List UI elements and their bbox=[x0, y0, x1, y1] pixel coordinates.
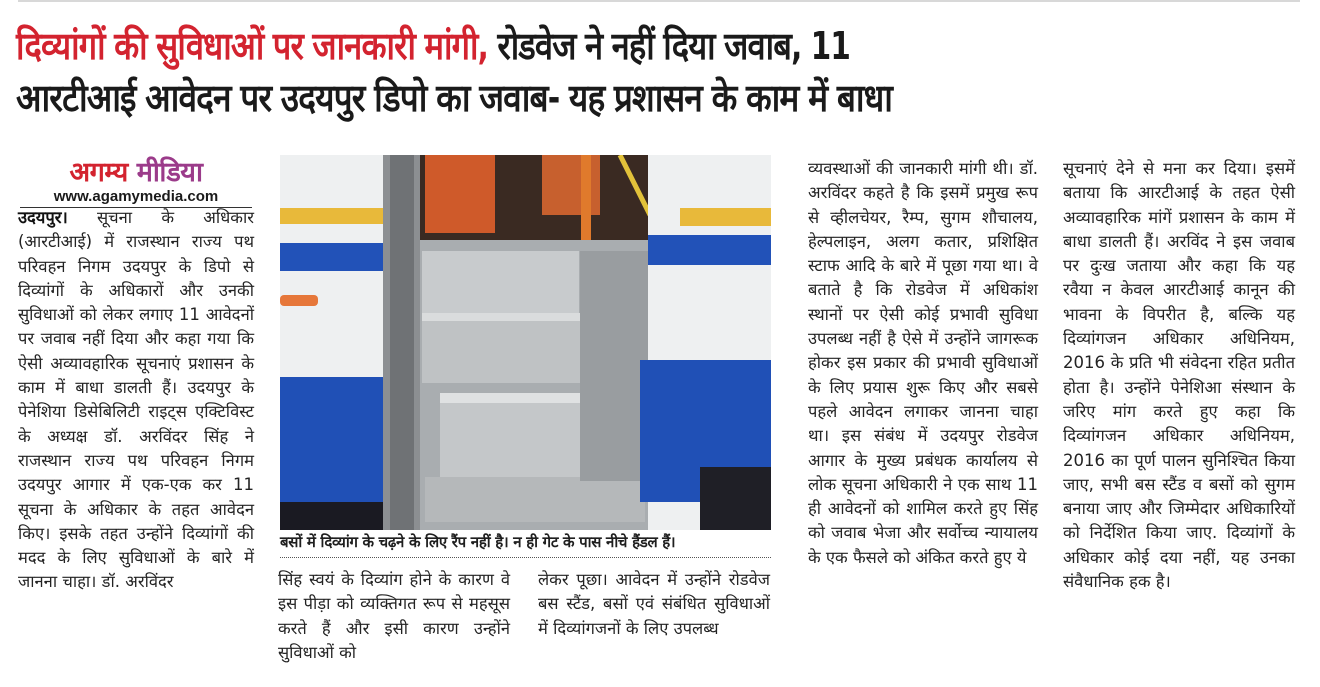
caption-divider bbox=[280, 557, 771, 558]
publisher-logo bbox=[18, 158, 254, 208]
article-column-2a bbox=[278, 568, 510, 665]
article-column-3 bbox=[808, 157, 1038, 570]
headline-red-part: दिव्यांगों की सुविधाओं पर जानकारी मांगी, bbox=[16, 24, 488, 68]
article-paragraph: लेकर पूछा। आवेदन में उन्होंने रोडवेज बस स्टैंड, बसों एवं संबंधित सुविधाओं में दिव्यांगजनों के लिए उपलब्ध bbox=[538, 570, 770, 638]
bus-door-steps-illustration bbox=[280, 155, 771, 530]
top-rule bbox=[18, 0, 1300, 2]
article-paragraph: व्यवस्थाओं की जानकारी मांगी थी। डॉ. अरविंदर कहते है कि इसमें प्रमुख रूप से व्हीलचेयर, रैम्प, सुगम शौचालय, हेल्पलाइन, अलग कतार, प्रशिक्षित स्टाफ आदि के बारे में पूछा गया था। वे बताते है कि रोडवेज में अधिकांश स्थानों पर ऐसी कोई प्रभावी सुविधा उपलब्ध नहीं है ऐसे में उन्होंने जागरूक होकर इस प्रकार की प्रभावी सुविधाओं के लिए प्रयास शुरू किए और सबसे पहले आवेदन लगाकर जानना चाहा था। इस संबंध में उदयपुर रोडवेज आगार के मुख्य प्रबंधक कार्यालय से लोक सूचना अधिकारी ने एक साथ 11 ही आवेदनों को शामिल करते हुए सिंह को जवाब भेजा और सर्वोच्च न्यायालय के एक फैसले को अंकित करते हुए ये bbox=[808, 159, 1038, 567]
article-paragraph: सूचनाएं देने से मना कर दिया। इसमें बताया कि आरटीआई के तहत ऐसी अव्यावहारिक मांगें प्रशासन के काम में बाधा डालती हैं। अरविंद ने इस जवाब पर दुःख जताया और कहा कि यह रवैया न केवल आरटीआई कानून की भावना के विपरीत है, बल्कि यह दिव्यांगजन अधिकार अधिनियम, 2016 के प्रति भी संवेदना रहित प्रतीत होता है। उन्होंने पेनेशिआ संस्थान के जरिए मांग करते हुए कहा कि दिव्यांगजन अधिकार अधिनियम, 2016 का पूर्ण पालन सुनिश्चित किया जाए, सभी बस स्टैंड व बसों को सुगम बनाया जाए और जिम्मेदार अधिकारियों को निर्देशित किया जाए. दिव्यांगों के अधिकार कोई दया नहीं, यह उनका संवैधानिक हक है। bbox=[1063, 159, 1295, 592]
headline-black-part: रोडवेज ने नहीं दिया जवाब, 11 bbox=[487, 24, 850, 68]
article-column-1 bbox=[18, 206, 254, 595]
article-column-4 bbox=[1063, 157, 1295, 594]
logo-name-part-2: मीडिया bbox=[127, 157, 203, 188]
logo-url: www.agamymedia.com bbox=[20, 188, 252, 208]
article-paragraph: सिंह स्वयं के दिव्यांग होने के कारण वे इस पीड़ा को व्यक्तिगत रूप से महसूस करते हैं और इसी कारण उन्होंने सुविधाओं को bbox=[278, 570, 510, 662]
article-text: सूचना के अधिकार (आरटीआई) में राजस्थान राज्य पथ परिवहन निगम उदयपुर के डिपो से दिव्यांगों के अधिकारों और उनकी सुविधाओं को लेकर लगाए 11 आवेदनों पर जवाब नहीं दिया और कहा गया कि ऐसी अव्यावहारिक सूचनाएं प्रशासन के काम में बाधा डालती हैं। उदयपुर के पेनेशिया डिसेबिलिटी राइट्स एक्टिविस्ट के अध्यक्ष डॉ. अरविंदर सिंह ने राजस्थान राज्य पथ परिवहन निगम उदयपुर आगार में एक-एक कर 11 सूचना के अधिकार के तहत आवेदन किए। इसके तहत उन्होंने दिव्यांगों की मदद के लिए सुविधाओं के बारे में जानना चाहा। डॉ. अरविंदर bbox=[18, 208, 254, 592]
headline-line-1 bbox=[16, 20, 1134, 72]
logo-name-part-1: अगम्य bbox=[69, 157, 128, 188]
dateline: उदयपुर। bbox=[18, 208, 68, 227]
article-paragraph bbox=[18, 206, 254, 595]
photo-caption: बसों में दिव्यांग के चढ़ने के लिए रैंप नहीं है। न ही गेट के पास नीचे हैंडल हैं। bbox=[280, 533, 676, 551]
logo-name bbox=[18, 158, 254, 188]
headline-line-2: आरटीआई आवेदन पर उदयपुर डिपो का जवाब- यह प्रशासन के काम में बाधा bbox=[16, 76, 893, 120]
news-photo-bus-steps bbox=[280, 155, 771, 530]
article-column-2b bbox=[538, 568, 770, 641]
headline bbox=[16, 20, 1316, 124]
